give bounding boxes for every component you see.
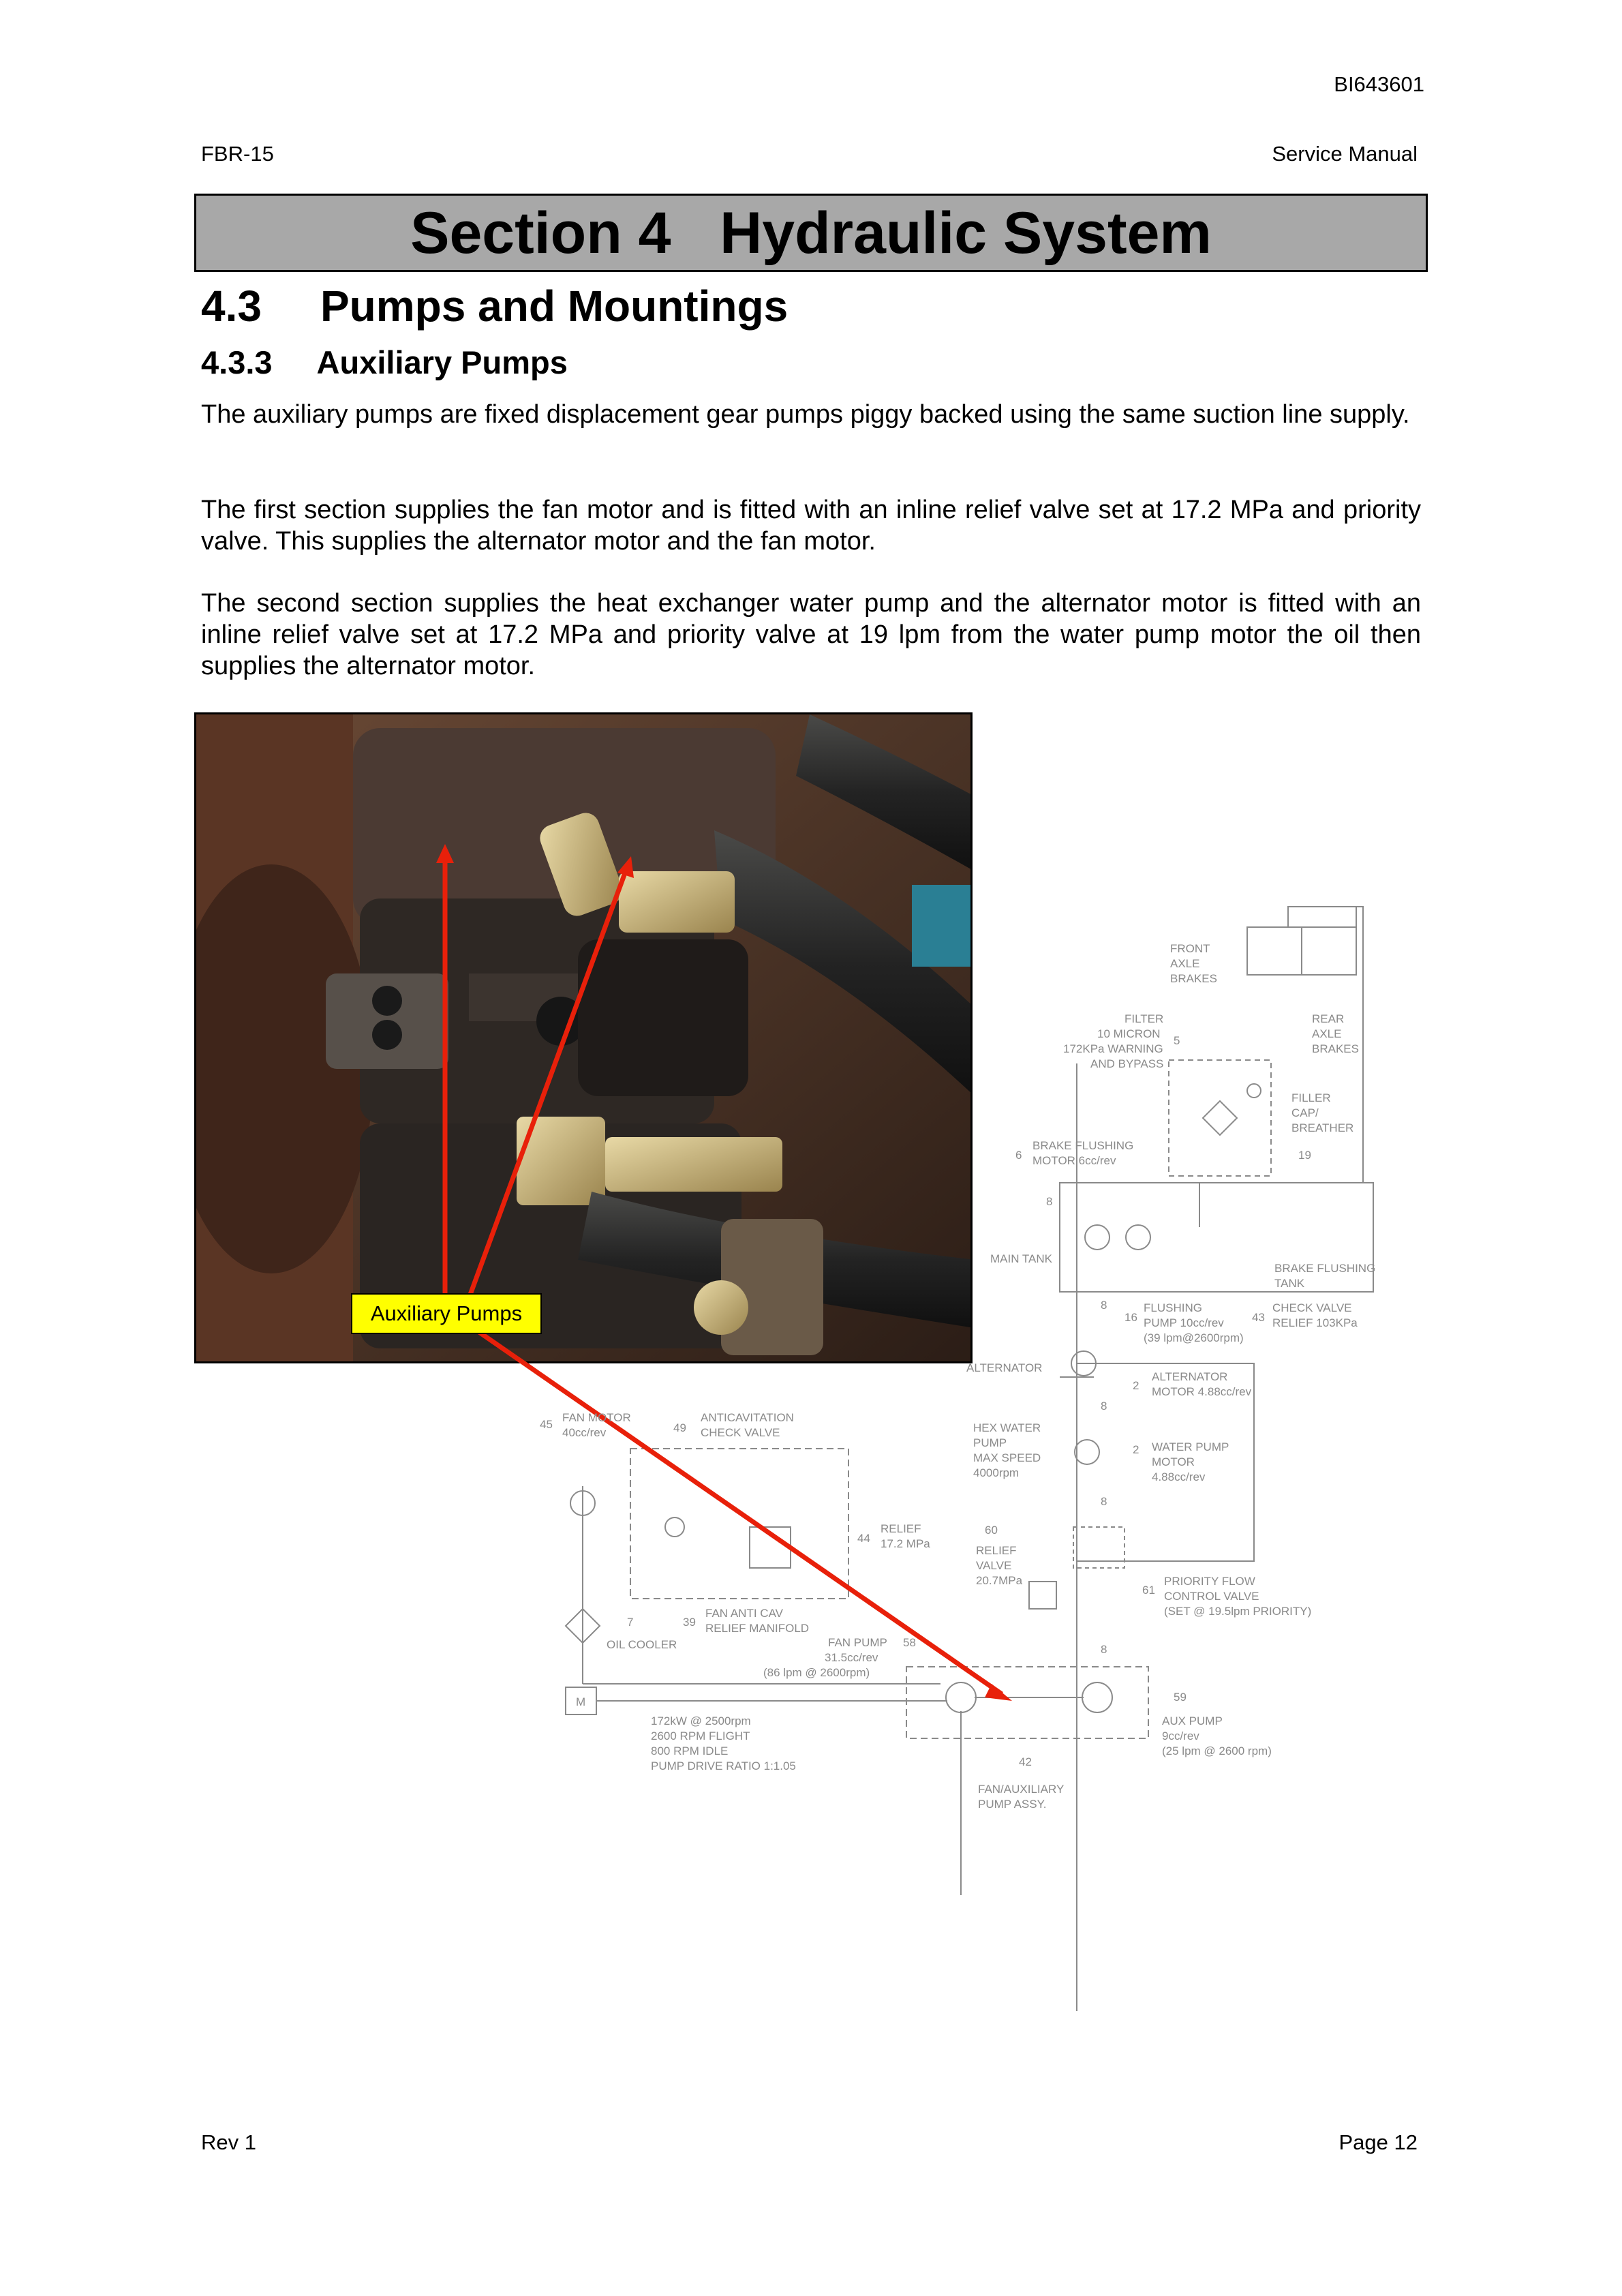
brake-flushing-motor-label: BRAKE FLUSHING MOTOR 6cc/rev [1032,1139,1134,1167]
anticavitation-number: 49 [673,1421,686,1434]
fan-pump-number: 58 [903,1636,916,1649]
relief-number: 44 [857,1532,870,1545]
fan-aux-pump-assy [906,1667,1148,1738]
engine-motor-letter: M [576,1695,586,1708]
document-id: BI643601 [1334,72,1424,96]
main-tank-label: MAIN TANK [990,1252,1052,1265]
water-pump-motor-label: WATER PUMP MOTOR 4.88cc/rev [1152,1440,1229,1483]
footer-revision: Rev 1 [201,2130,256,2154]
filter-number: 5 [1174,1034,1180,1047]
fan-anticav-manifold [630,1449,848,1599]
oil-cooler-number: 7 [627,1616,634,1629]
subsection-title: Auxiliary Pumps [316,344,568,380]
aux-pump-label: AUX PUMP 9cc/rev (25 lpm @ 2600 rpm) [1162,1715,1272,1757]
relief-label: RELIEF 17.2 MPa [881,1522,930,1550]
pump-assy-number: 42 [1019,1755,1032,1768]
document-code: FBR-15 [201,142,274,166]
check-valve-label: CHECK VALVE RELIEF 103KPa [1272,1301,1358,1329]
anticavitation-label: ANTICAVITATION CHECK VALVE [701,1411,794,1439]
fan-motor-number: 45 [540,1418,553,1431]
fan-pump-label: FAN PUMP 31.5cc/rev (86 lpm @ 2600rpm) [763,1636,887,1679]
priority-valve-label: PRIORITY FLOW CONTROL VALVE (SET @ 19.5lpm PRIORITY) [1164,1575,1312,1618]
brake-flushing-motor-number: 6 [1015,1149,1022,1162]
fan-anticav-manifold-label: FAN ANTI CAV RELIEF MANIFOLD [705,1607,810,1635]
brake-flushing-tank [1060,1183,1376,1292]
fan-anticav-manifold-number: 39 [683,1616,696,1629]
check-valve-number: 43 [1252,1311,1265,1324]
engine-spec-label: 172kW @ 2500rpm 2600 RPM FLIGHT 800 RPM IDLE PUMP DRIVE RATIO 1:1.05 [651,1715,796,1772]
rear-axle-label: REAR AXLE BRAKES [1312,1012,1359,1055]
line-number: 8 [1101,1643,1107,1656]
aux-pump-number: 59 [1174,1691,1187,1704]
line-number: 8 [1101,1299,1107,1312]
filter-label: FILTER 10 MICRON 172KPa WARNING AND BYPASS [1063,1012,1164,1070]
flushing-pump-label: FLUSHING PUMP 10cc/rev (39 lpm@2600rpm) [1144,1301,1244,1344]
filler-number: 19 [1298,1149,1311,1162]
fan-motor-label: FAN MOTOR 40cc/rev [562,1411,631,1439]
paragraph: The second section supplies the heat exchanger water pump and the alternator motor is fitted with an inline relief valve set at 17.2 MPa and priority valve at 19 lpm from the water pump motor the oil then supplies the alternator motor. [201,589,1421,680]
oil-cooler-label: OIL COOLER [607,1638,677,1651]
hex-water-pump-label: HEX WATER PUMP MAX SPEED 4000rpm [973,1421,1041,1479]
relief-valve-label: RELIEF VALVE 20.7MPa [976,1544,1023,1587]
section-number: 4.3 [201,282,262,331]
alternator-motor-number: 2 [1133,1379,1139,1392]
filler-label: FILLER CAP/ BREATHER [1291,1091,1354,1134]
line-number: 8 [1046,1195,1053,1208]
paragraph: The first section supplies the fan motor and is fitted with an inline relief valve set at 17.2 MPa and priority valve. This supplies the alternator motor and the fan motor. [201,496,1421,556]
front-axle-brake-symbol [1247,927,1302,975]
section-title: Pumps and Mountings [320,282,789,331]
document-kind: Service Manual [1272,142,1418,166]
line-number: 8 [1101,1495,1107,1508]
water-pump-motor-number: 2 [1133,1443,1139,1456]
relief-valve-number: 60 [985,1524,998,1537]
priority-valve-number: 61 [1142,1584,1155,1597]
subsection-number: 4.3.3 [201,344,273,380]
brake-flushing-tank-label: BRAKE FLUSHING TANK [1274,1262,1376,1290]
line-number: 8 [1101,1400,1107,1413]
alternator-motor-label: ALTERNATOR MOTOR 4.88cc/rev [1152,1370,1252,1398]
flushing-pump-number: 16 [1124,1311,1137,1324]
alternator-label: ALTERNATOR [966,1361,1043,1374]
section-banner: Section 4 Hydraulic System [194,194,1428,272]
pump-assy-label: FAN/AUXILIARY PUMP ASSY. [978,1783,1065,1811]
filter-block [1169,1060,1271,1176]
front-axle-label: FRONT AXLE BRAKES [1170,942,1217,985]
paragraph: The auxiliary pumps are fixed displacement gear pumps piggy backed using the same suction line supply. [201,400,1410,429]
footer-page-number: Page 12 [1338,2130,1418,2154]
rear-axle-brake-symbol [1302,927,1356,975]
photo-label: Auxiliary Pumps [351,1293,542,1334]
